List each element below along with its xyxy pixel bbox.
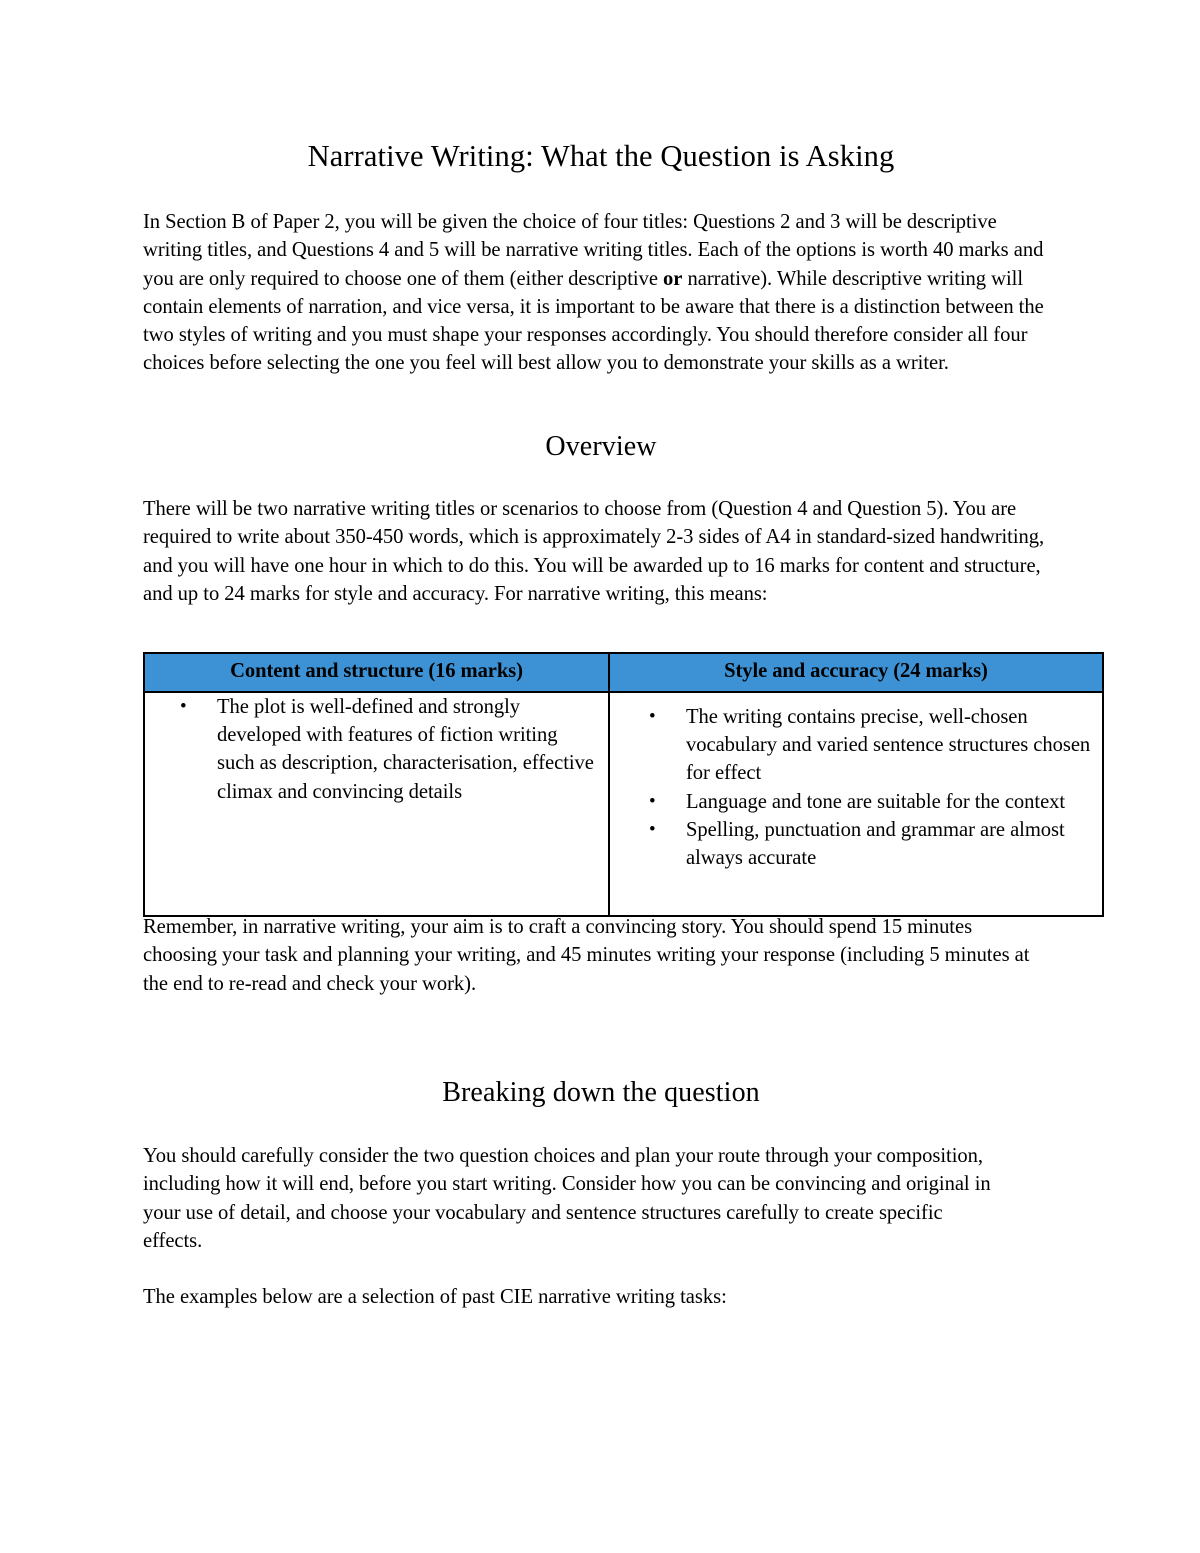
table-header-style-accuracy: Style and accuracy (24 marks) [609, 653, 1103, 692]
table-header-content-structure: Content and structure (16 marks) [144, 653, 609, 692]
marks-criteria-table [143, 652, 1104, 917]
overview-paragraph: There will be two narrative writing titles or scenarios to choose from (Question 4 and Question 5). You are required to write about 350-450 words, which is approximately 2-3 sides of A4 in standard-sized handwriting, and you will have one hour in which to do this. You will be awarded up to 16 marks for content and structure, and up to 24 marks for style and accuracy. For narrative writing, this means: [143, 498, 1045, 605]
table-row [144, 692, 1103, 916]
intro-bold-or: or [663, 267, 683, 290]
list-item: • The plot is well-defined and strongly developed with features of fiction writing such as description, characterisation, effective climax and convincing details [175, 693, 594, 806]
intro-text-part2: narrative). While descriptive writing will contain elements of narration, and vice versa, it is important to be aware that there is a distinction between the two styles of writing and you must shape your responses accordingly. You should therefore consider all four choices before selecting the one you feel will best allow you to demonstrate your skills as a writer. [143, 267, 1044, 375]
content-structure-bullet-list [145, 693, 608, 806]
cell-style-accuracy [609, 692, 1103, 916]
intro-text-part1: In Section B of Paper 2, you will be given the choice of four titles: Questions 2 and 3 will be descriptive writing titles, and Questions 4 and 5 will be narrative writing titles. Each of the options is worth 40 marks and you are only required to choose one of them (either descriptive [143, 211, 1044, 290]
remember-paragraph: Remember, in narrative writing, your aim is to craft a convincing story. You should spend 15 minutes choosing your task and planning your writing, and 45 minutes writing your response (including 5 minutes at the end to re-read and check your work). [143, 916, 1030, 995]
style-accuracy-bullet-list [610, 693, 1102, 873]
list-item: • Language and tone are suitable for the context [644, 788, 1092, 816]
table-header-row [144, 653, 1103, 692]
list-item: • Spelling, punctuation and grammar are almost always accurate [644, 816, 1092, 873]
examples-intro-paragraph: The examples below are a selection of past CIE narrative writing tasks: [143, 1286, 727, 1308]
list-item: • The writing contains precise, well-chosen vocabulary and varied sentence structures chosen for effect [644, 703, 1092, 788]
overview-heading: Overview [545, 431, 657, 462]
breaking-down-heading: Breaking down the question [442, 1077, 760, 1108]
page-title: Narrative Writing: What the Question is Asking [307, 139, 895, 173]
breaking-down-paragraph: You should carefully consider the two question choices and plan your route through your composition, including how it will end, before you start writing. Consider how you can be convincing and original in your use of detail, and choose your vocabulary and sentence structures carefully to create specific effects. [143, 1145, 991, 1252]
intro-paragraph [143, 208, 1059, 378]
cell-content-structure [144, 692, 609, 916]
